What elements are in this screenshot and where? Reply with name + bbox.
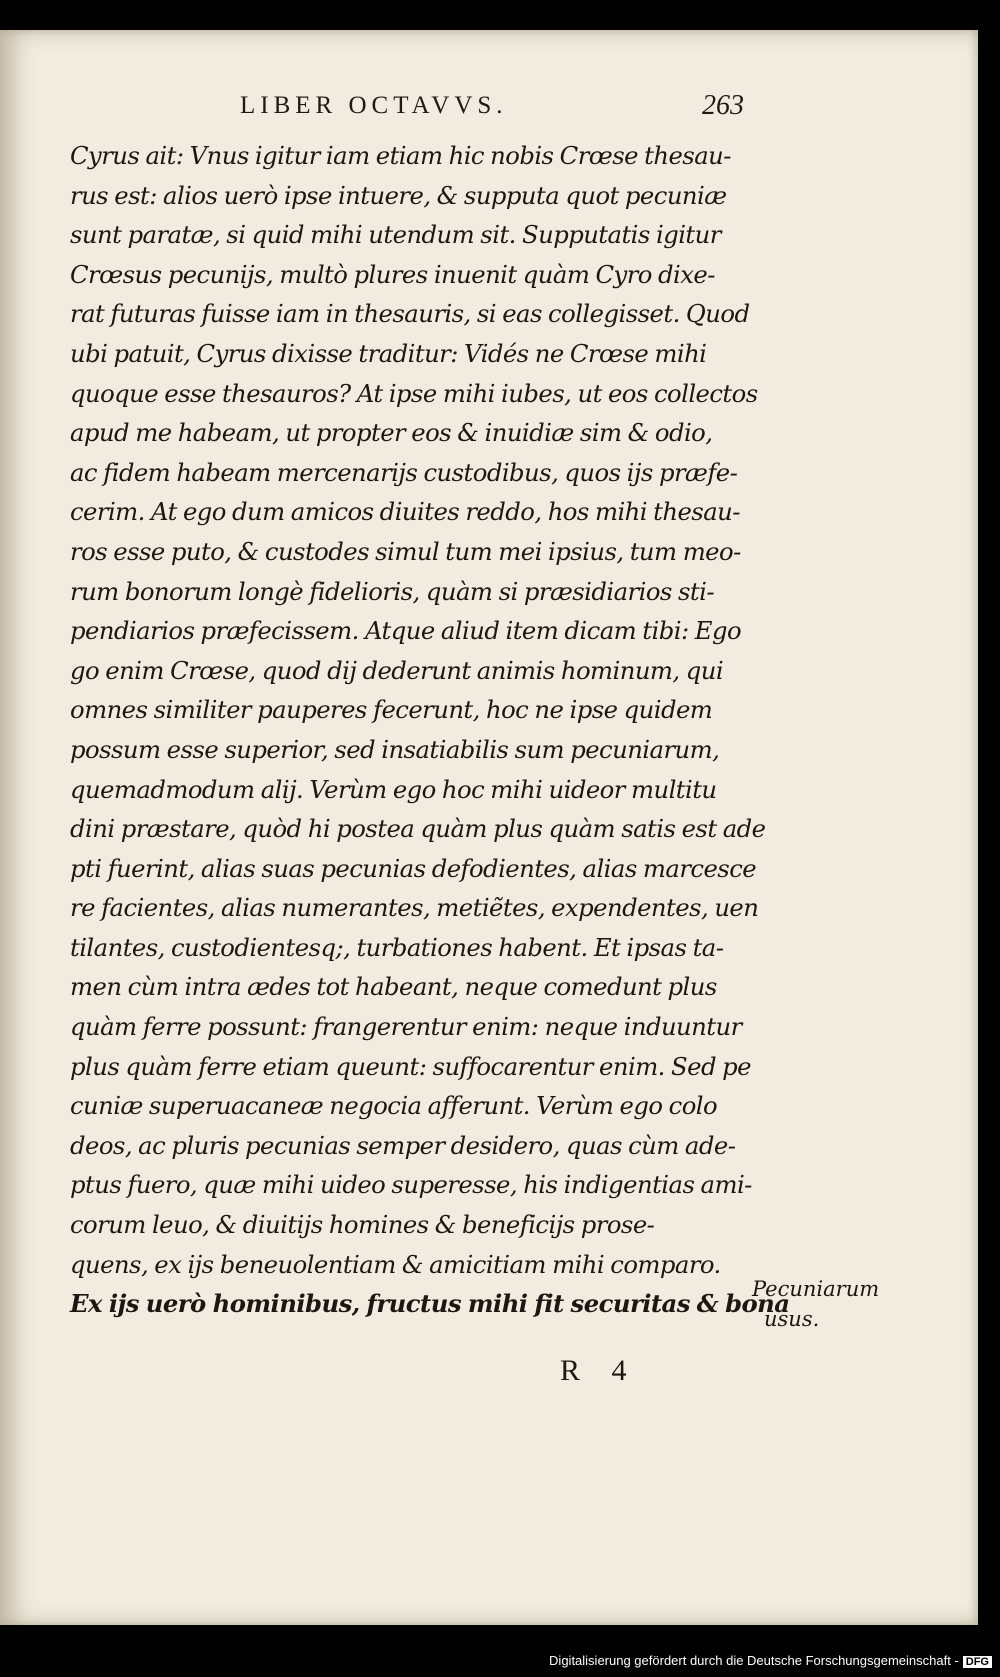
marginal-note-line: Pecuniarum (752, 1277, 880, 1301)
page-header (70, 92, 750, 132)
body-text (70, 136, 790, 1324)
text-line: cuniæ superuacaneæ negocia afferunt. Verùm ego colo (70, 1091, 718, 1121)
text-line: re facientes, alias numerantes, metiẽtes, expendentes, uen (70, 893, 759, 923)
text-line: Ex ijs uerò hominibus, fructus mihi fit securitas & bona (70, 1289, 790, 1319)
text-line: omnes similiter pauperes fecerunt, hoc ne ipse quidem (70, 695, 713, 725)
text-line: rum bonorum longè fidelioris, quàm si præsidiarios sti- (70, 576, 715, 606)
page-number: 263 (702, 90, 744, 121)
text-line: rus est: alios uerò ipse intuere, & supputa quot pecuniæ (70, 180, 727, 210)
text-line: tilantes, custodientesq;, turbationes habent. Et ipsas ta- (70, 932, 724, 962)
text-line: men cùm intra ædes tot habeant, neque comedunt plus (70, 972, 717, 1002)
text-line: ac fidem habeam mercenarijs custodibus, quos ijs præfe- (70, 457, 738, 487)
text-line: sunt paratæ, si quid mihi utendum sit. Supputatis igitur (70, 220, 721, 250)
text-line: pendiarios præfecissem. Atque aliud item dicam tibi: Ego (70, 616, 742, 646)
text-line: cerim. At ego dum amicos diuites reddo, hos mihi thesau- (70, 497, 740, 527)
text-line: corum leuo, & diuitijs homines & beneficijs prose- (70, 1210, 655, 1240)
text-line: ptus fuero, quæ mihi uideo superesse, his indigentias ami- (70, 1170, 752, 1200)
marginal-note (752, 1274, 880, 1334)
text-line: quemadmodum alij. Verùm ego hoc mihi uideor multitu (70, 774, 717, 804)
marginal-note-line: usus. (764, 1307, 820, 1331)
running-head: LIBER OCTAVVS. (240, 92, 508, 119)
text-line: quàm ferre possunt: frangerentur enim: neque induuntur (70, 1012, 742, 1042)
text-line: go enim Crœse, quod dij dederunt animis hominum, qui (70, 655, 724, 685)
text-line: ros esse puto, & custodes simul tum mei ipsius, tum meo- (70, 536, 741, 566)
text-line: possum esse superior, sed insatiabilis sum pecuniarum, (70, 734, 720, 764)
text-line: ubi patuit, Cyrus dixisse traditur: Vidés ne Crœse mihi (70, 338, 707, 368)
text-line: deos, ac pluris pecunias semper desidero, quas cùm ade- (70, 1130, 736, 1160)
text-line: plus quàm ferre etiam queunt: suffocarentur enim. Sed pe (70, 1051, 751, 1081)
text-line: Crœsus pecunijs, multò plures inuenit quàm Cyro dixe- (70, 259, 715, 289)
footer-credit-text: Digitalisierung gefördert durch die Deutsche Forschungsgemeinschaft - (549, 1653, 959, 1668)
text-line: rat futuras fuisse iam in thesauris, si eas collegisset. Quod (70, 299, 750, 329)
dfg-logo: DFG (963, 1656, 992, 1668)
text-line: Cyrus ait: Vnus igitur iam etiam hic nobis Crœse thesau- (70, 141, 731, 170)
signature-mark: R 4 (560, 1354, 627, 1387)
text-line: pti fuerint, alias suas pecunias defodientes, alias marcesce (70, 853, 757, 883)
text-line: apud me habeam, ut propter eos & inuidiæ sim & odio, (70, 418, 713, 448)
footer-bar (0, 1647, 1000, 1677)
footer-credit (549, 1653, 992, 1668)
text-line: quoque esse thesauros? At ipse mihi iubes, ut eos collectos (70, 378, 758, 408)
book-page (0, 30, 978, 1625)
text-line: quens, ex ijs beneuolentiam & amicitiam mihi comparo. (70, 1249, 721, 1279)
text-line: dini præstare, quòd hi postea quàm plus quàm satis est ade (70, 814, 766, 844)
